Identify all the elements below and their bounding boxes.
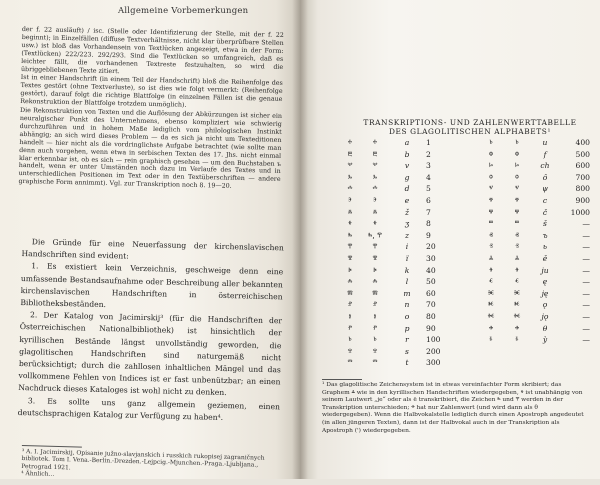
footnote: ⁴ Ähnlich... bbox=[21, 470, 55, 479]
table-row bbox=[340, 358, 590, 370]
table-row bbox=[340, 324, 590, 336]
glagolitic-round: ⰱ bbox=[347, 149, 353, 159]
glagolitic-angular: ⱘ bbox=[514, 300, 520, 310]
table-row bbox=[340, 231, 590, 243]
transliteration: ch bbox=[540, 161, 550, 171]
table-row bbox=[340, 289, 590, 301]
number-value: 5 bbox=[426, 184, 431, 194]
table-row bbox=[340, 300, 590, 312]
glagolitic-round: ⰲ bbox=[347, 161, 353, 171]
table-row bbox=[340, 277, 590, 289]
glagolitic-angular: ⱙ bbox=[513, 312, 521, 321]
glagolitic-round: ⰳ bbox=[348, 172, 352, 182]
glagolitic-angular: ⱗ bbox=[513, 288, 521, 298]
table-row bbox=[340, 254, 590, 266]
number-value: 800 bbox=[575, 184, 590, 194]
number-value: 30 bbox=[426, 254, 436, 263]
transliteration: i bbox=[405, 242, 409, 252]
number-value: — bbox=[582, 288, 590, 298]
transliteration: ъ bbox=[542, 230, 548, 240]
glagolitic-round: ⱑ bbox=[488, 254, 494, 263]
glagolitic-angular: ⱏ bbox=[515, 230, 519, 240]
glagolitic-angular: ⱋ bbox=[514, 207, 520, 217]
number-value: 500 bbox=[575, 149, 590, 159]
right-footnotes bbox=[322, 376, 590, 435]
transliteration: e bbox=[404, 196, 410, 205]
number-value: 3 bbox=[426, 161, 431, 171]
glagolitic-round: ⰾ bbox=[347, 277, 353, 287]
glagolitic-angular: ⰲ bbox=[372, 161, 378, 171]
transliteration: ь bbox=[542, 242, 548, 252]
number-value: 90 bbox=[426, 323, 436, 333]
glagolitic-angular: ⰹ bbox=[372, 242, 378, 252]
glagolitic-round: ⱏ bbox=[489, 230, 493, 240]
glagolitic-round: ⱗ bbox=[487, 288, 495, 298]
glagolitic-angular: ⱉ bbox=[515, 172, 519, 182]
transliteration: c bbox=[542, 196, 548, 205]
glagolitic-round: ⱁ bbox=[348, 312, 352, 321]
number-value: — bbox=[582, 300, 590, 310]
transliteration: ju bbox=[541, 265, 549, 275]
glagolitic-angular: ⱛ bbox=[515, 335, 519, 345]
glagolitic-angular: ⱃ bbox=[515, 138, 519, 147]
number-value: 7 bbox=[426, 207, 431, 217]
footnote: ¹ Das glagolitische Zeichensystem ist in etwas vereinfachter Form skribiert; das Graphem ⱑ wie in den kyrillischen Handschriften wiedergegeben, ⰷ ist unabhängig von seinem Lautwert „je“ oder als ë transkribiert, die Zeichen ⰸ und ⰹ werden in der Transkription unterschieden; ⱚ hat nur Zahlenwert (und wird dann als θ wiedergegeben). Wenn die Halbvokalstelle lediglich durch einen Apostroph angedeutet (in allen jüngeren Texten), dann ist der Halbvokal auch in der Transkription als Apostroph (') wiedergegeben. bbox=[322, 382, 584, 434]
transliteration: n bbox=[404, 300, 410, 310]
glagolitic-round: ⱅ bbox=[347, 358, 353, 368]
glagolitic-angular: ⰽ bbox=[373, 265, 377, 275]
number-value: 50 bbox=[426, 277, 436, 287]
transliteration: ę bbox=[542, 277, 548, 287]
number-value: 1 bbox=[426, 138, 431, 147]
book-gutter bbox=[292, 0, 308, 479]
table-row bbox=[340, 161, 590, 173]
number-value: 400 bbox=[575, 138, 590, 147]
transliteration: d bbox=[404, 184, 410, 194]
glagolitic-round: ⱉ bbox=[489, 172, 493, 182]
paragraph: Die Rekonstruktion von Texten und die Auflösung der Abkürzungen ist sicher ein neuralgischer Punkt des Unternehmens, ebenso kompliziert wie schwierig durchzuführen und in hohem Maße lediglich vom philologischen Instinkt abhängig; an sich wird dieses Problem — da es sich ja nicht um Texteditionen handelt — hier nicht als die vordringlichste Aufgabe betrachtet (wie sollte man denn auch vorgehen, wenn etwa in serbischen Texten des 17. Jhs. nicht einmal klar erkennbar ist, ob es sich — rein graphisch gesehen — um den Buchstaben ъ handelt, wenn er unter Umständen noch dazu im Verlaufe des Textes und in unterschiedlichen Positionen im Text oder in den Textüberschriften — andere graphische Form annimmt). Vgl. zur Transkription noch 8. 19—20. bbox=[18, 107, 283, 191]
glagolitic-angular: ⱇ bbox=[514, 149, 520, 159]
glagolitic-round: ⱇ bbox=[488, 149, 494, 159]
glagolitic-table bbox=[340, 138, 590, 370]
glagolitic-round: ⱚ bbox=[488, 323, 494, 333]
glagolitic-angular: ⰶ bbox=[372, 207, 378, 217]
glagolitic-angular: ⰵ bbox=[373, 196, 377, 205]
glagolitic-angular: ⰳ bbox=[373, 172, 377, 182]
transliteration: z bbox=[404, 230, 409, 240]
transliteration: l bbox=[405, 277, 409, 287]
number-value: 2 bbox=[426, 149, 431, 159]
transliteration: θ bbox=[542, 323, 548, 333]
transliteration: ô bbox=[542, 172, 548, 182]
transliteration: š bbox=[543, 219, 547, 229]
glagolitic-round: ⱃ bbox=[348, 335, 352, 345]
table-row bbox=[340, 335, 590, 347]
number-value: 1000 bbox=[570, 207, 590, 217]
transliteration: s bbox=[405, 346, 409, 356]
number-value: 100 bbox=[426, 335, 441, 345]
glagolitic-angular: ⱔ bbox=[514, 277, 520, 287]
transliteration: m bbox=[403, 288, 411, 298]
glagolitic-round: ⱌ bbox=[488, 184, 494, 194]
glagolitic-round: ⱖ bbox=[489, 265, 493, 275]
table-row bbox=[340, 138, 590, 150]
table-row bbox=[340, 184, 590, 196]
paragraph: 3. Es sollte uns ganz allgemein geziemen, einen deutschsprachigen Katalog zur Verfügung zu haben⁴. bbox=[17, 395, 281, 422]
number-value: — bbox=[582, 254, 590, 263]
table-row bbox=[340, 150, 590, 162]
table-row bbox=[340, 196, 590, 208]
number-value: 200 bbox=[426, 346, 441, 356]
number-value: 70 bbox=[426, 300, 436, 310]
glagolitic-round: ⰰ bbox=[347, 138, 353, 147]
glagolitic-round: ⰷ bbox=[348, 219, 352, 229]
number-value: — bbox=[582, 323, 590, 333]
table-row bbox=[340, 347, 590, 359]
glagolitic-angular: ⱁ bbox=[373, 312, 377, 321]
glagolitic-angular: ⰿ bbox=[372, 288, 378, 298]
glagolitic-round: ⰹ bbox=[347, 242, 353, 252]
number-value: — bbox=[582, 335, 590, 345]
transliteration: ʒ bbox=[404, 219, 410, 229]
transliteration: b bbox=[404, 149, 410, 159]
glagolitic-round: ⰿ bbox=[347, 288, 353, 298]
glagolitic-angular: ⱐ bbox=[515, 242, 519, 252]
transliteration: ï bbox=[405, 254, 409, 263]
number-value: 60 bbox=[426, 288, 436, 298]
glagolitic-round: ⱂ bbox=[347, 323, 353, 333]
glagolitic-angular: ⱚ bbox=[514, 323, 520, 333]
glagolitic-round: ⱄ bbox=[348, 346, 352, 356]
transliteration: ě bbox=[542, 254, 548, 263]
transliteration: t bbox=[405, 358, 409, 368]
glagolitic-angular: ⱂ bbox=[372, 323, 378, 333]
number-value: 600 bbox=[575, 161, 590, 171]
table-row bbox=[340, 173, 590, 185]
glagolitic-angular: ⱎ bbox=[514, 219, 520, 229]
glagolitic-round: ⱔ bbox=[488, 277, 494, 287]
transliteration: a bbox=[404, 138, 410, 147]
number-value: 80 bbox=[426, 312, 436, 321]
glagolitic-round: ⰶ bbox=[347, 207, 353, 217]
glagolitic-round: ⱎ bbox=[488, 219, 494, 229]
number-value: — bbox=[582, 312, 590, 321]
glagolitic-angular: ⱑ bbox=[514, 254, 520, 263]
number-value: 700 bbox=[575, 172, 590, 182]
transliteration: ję bbox=[541, 288, 549, 298]
paragraph: 2. Der Katalog von Jacimirskij³ (für die Handschriften der Österreichischen Nationalbibliothek) ist hinsichtlich der kyrillischen Bestände längst unvollständig geworden, die glagolitischen Handschriften sind naturgemäß nicht berücksichtigt; durch die zahllosen inhaltlichen Mängel und das vollkommene Fehlen von Indices ist er fast unbenützbar; an einen Nachdruck dieses Kataloges ist wohl nicht zu denken. bbox=[18, 310, 283, 398]
glagolitic-angular: ⰱ bbox=[372, 149, 378, 159]
number-value: 900 bbox=[575, 196, 590, 205]
paragraph: Ist in einer Handschrift (in einem Teil der Handschrift) bloß die Reihenfolge des Textes gestört (ohne Textverluste), so ist dies wie folgt vermerkt: (Reihenfolge gestört), darauf folgt die richtige Blattfolge (in einzelnen Fällen ist die genaue Rekonstruktion der Blattfolge trotzdem unmöglich). bbox=[20, 74, 283, 109]
left-main-body bbox=[18, 236, 284, 425]
number-value: 8 bbox=[426, 219, 431, 229]
left-footnotes bbox=[21, 442, 284, 485]
transliteration: f bbox=[543, 149, 547, 159]
paragraph: Die Gründe für eine Neuerfassung der kirchenslavischen Handschriften sind evident: bbox=[21, 237, 284, 261]
number-value: 6 bbox=[426, 196, 431, 205]
glagolitic-angular: ⱖ bbox=[515, 265, 519, 275]
glagolitic-angular: ⰷ bbox=[373, 219, 377, 229]
transliteration: r bbox=[405, 335, 409, 345]
footnote: ³ A. I. Jacimirskij, Opisanie južno-slavjanskich i russkich rukopisej zagraničnych bibliotek. Tom I. Vena.-Berlin.-Drezden.-Lejpcig.-Mjunchen.-Praga.-Ljubljana., Petrograd 1921. bbox=[21, 447, 265, 472]
left-small-paragraphs bbox=[18, 26, 284, 193]
glagolitic-angular: ⰾ bbox=[372, 277, 378, 287]
glagolitic-round: ⰺ bbox=[347, 254, 353, 263]
glagolitic-round: ⱀ bbox=[347, 300, 353, 310]
glagolitic-angular: ⰸ, ⰹ bbox=[368, 230, 382, 240]
glagolitic-round: ⰵ bbox=[348, 196, 352, 205]
transliteration: č bbox=[542, 207, 548, 217]
footnote-rule bbox=[322, 379, 362, 380]
paragraph: der f. 22 ausläuft) / isc. (Stelle oder Identifizierung der Stelle, mit der f. 22 beginnt); in Einzelfällen (diffuse Textverhältnisse, nicht klar überprüfbare Stellen usw.) ist bloß das Vorhandensein von Textlücken angezeigt, etwa in der Form: (Textlücken) 222/223. 292/293. Sind die Textlücken so umfangreich, daß es leichter fällt, die vorhandenen Textreste festzuhalten, so wird die übriggebliebenen Texte zitiert. bbox=[20, 26, 284, 75]
glagolitic-angular: ⰺ bbox=[372, 254, 378, 263]
glagolitic-round: ⱛ bbox=[489, 335, 493, 345]
glagolitic-angular: ⱌ bbox=[514, 184, 520, 194]
glagolitic-round: ⱃ bbox=[489, 138, 493, 147]
paragraph: 1. Es existiert kein Verzeichnis, geschweige denn eine umfassende Bestandsaufnahme oder Beschreibung aller bekannten kirchenslavischen Handschriften in österreichischen Bibliotheksbeständen. bbox=[20, 261, 284, 310]
glagolitic-round: ⱍ bbox=[488, 196, 494, 205]
number-value: — bbox=[582, 277, 590, 287]
number-value: 4 bbox=[426, 172, 431, 182]
glagolitic-round: ⱋ bbox=[488, 207, 494, 217]
transliteration: g bbox=[404, 172, 410, 182]
table-row bbox=[340, 208, 590, 220]
glagolitic-angular: ⱀ bbox=[372, 300, 378, 310]
glagolitic-round: ⰽ bbox=[348, 265, 352, 275]
transliteration: ǫ bbox=[542, 300, 548, 310]
transliteration: u bbox=[542, 138, 548, 147]
transliteration: ψ bbox=[542, 184, 548, 194]
transliteration: o bbox=[404, 312, 410, 321]
glagolitic-round: ⰴ bbox=[347, 184, 353, 194]
transliteration: ž bbox=[404, 207, 409, 217]
number-value: — bbox=[582, 219, 590, 229]
number-value: 20 bbox=[426, 242, 436, 252]
running-head: Allgemeine Vorbemerkungen bbox=[118, 6, 249, 16]
glagolitic-angular: ⱅ bbox=[372, 358, 378, 368]
glagolitic-round: ⱘ bbox=[488, 300, 494, 310]
glagolitic-round: ⱙ bbox=[487, 312, 495, 321]
number-value: 300 bbox=[426, 358, 441, 368]
table-row bbox=[340, 219, 590, 231]
table-row bbox=[340, 266, 590, 278]
glagolitic-round: ⰸ bbox=[347, 230, 353, 240]
glagolitic-angular: ⱃ bbox=[373, 335, 377, 345]
transliteration: ỳ bbox=[542, 335, 548, 345]
glagolitic-angular: ⰴ bbox=[372, 184, 378, 194]
table-row bbox=[340, 312, 590, 324]
transliteration: jǫ bbox=[541, 312, 549, 321]
transliteration: k bbox=[404, 265, 410, 275]
table-row bbox=[340, 242, 590, 254]
glagolitic-round: ⱐ bbox=[489, 242, 493, 252]
number-value: — bbox=[582, 265, 590, 275]
glagolitic-round: ⱈ bbox=[489, 161, 493, 171]
number-value: — bbox=[582, 230, 590, 240]
number-value: 9 bbox=[426, 230, 431, 240]
glagolitic-angular: ⱄ bbox=[373, 346, 377, 356]
glagolitic-angular: ⱈ bbox=[515, 161, 519, 171]
glagolitic-angular: ⰰ bbox=[372, 138, 378, 147]
number-value: 40 bbox=[426, 265, 436, 275]
table-title: TRANSKRIPTIONS- UND ZAHLENWERTTABELLE DES GLAGOLITISCHEN ALPHABETS¹ bbox=[363, 118, 577, 136]
transliteration: p bbox=[404, 323, 410, 333]
number-value: — bbox=[582, 242, 590, 252]
transliteration: v bbox=[404, 161, 410, 171]
glagolitic-angular: ⱍ bbox=[514, 196, 520, 205]
